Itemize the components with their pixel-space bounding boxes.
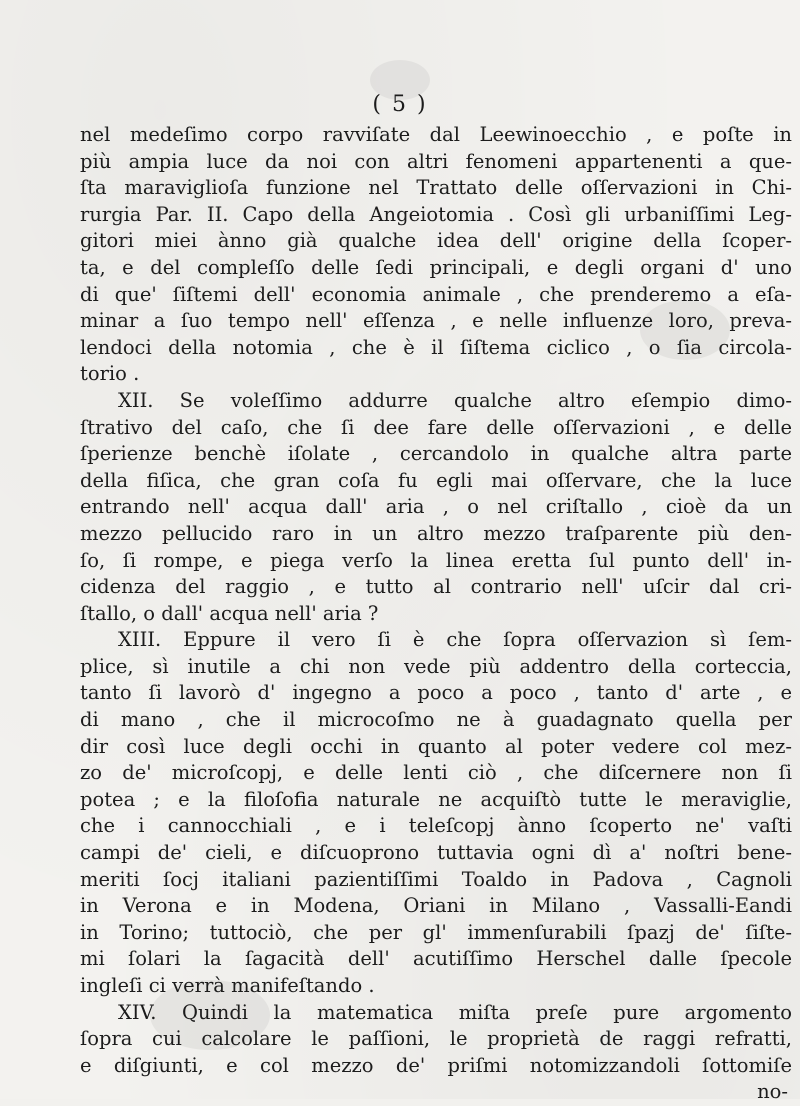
text-line: mi ſolari la ſagacità dell' acutiſſimo Herschel dalle ſpecole <box>80 947 792 971</box>
text-line: zo de' microſcopj, e delle lenti ciò , che diſcernere non ſi <box>80 761 792 785</box>
text-line: meriti ſocj italiani pazientiſſimi Toaldo in Padova , Cagnoli <box>80 867 792 891</box>
text-line: di mano , che il microcoſmo ne à guadagnato quella per <box>80 708 792 732</box>
text-line: plice, sì inutile a chi non vede più addentro della corteccia, <box>80 654 792 678</box>
text-line: nel medeſimo corpo ravviſate dal Leewinoecchio , e poſte in <box>80 123 792 146</box>
text-line: ta, e del compleſſo delle ſedi principali, e degli organi d' uno <box>80 255 792 279</box>
text-line: XIV. Quindi la matematica miſta preſe pure argomento <box>118 1000 792 1024</box>
text-line: ſperienze benchè iſolate , cercandolo in qualche altra parte <box>80 442 792 466</box>
text-line: XII. Se voleſſimo addurre qualche altro eſempio dimo- <box>118 388 792 412</box>
text-line: ingleſi ci verrà manifeſtando . <box>80 974 375 997</box>
text-line: mezzo pellucido raro in un altro mezzo traſparente più den- <box>80 521 792 545</box>
text-line: in Verona e in Modena, Oriani in Milano , Vassalli-Eandi <box>80 894 792 918</box>
text-line: potea ; e la filoſofia naturale ne acquiſtò tutte le meraviglie, <box>80 787 792 811</box>
text-line: ſtrativo del caſo, che ſi dee fare delle oſſervazioni , e delle <box>80 415 792 439</box>
text-line: XIII. Eppure il vero ſi è che ſopra oſſervazion sì ſem- <box>118 628 792 652</box>
text-line: dir così luce degli occhi in quanto al poter vedere col mez- <box>80 734 792 758</box>
text-line: ſopra cui calcolare le paſſioni, le proprietà de raggi refratti, <box>80 1027 792 1051</box>
text-line: in Torino; tuttociò, che per gl' immenſurabili ſpazj de' ſiſte- <box>80 920 792 944</box>
text-line: della fiſica, che gran coſa fu egli mai oſſervare, che la luce <box>80 468 792 492</box>
text-line: che i cannocchiali , e i teleſcopj ànno ſcoperto ne' vaſti <box>80 814 792 838</box>
text-line: gitori miei ànno già qualche idea dell' origine della ſcoper- <box>80 229 792 253</box>
text-line: cidenza del raggio , e tutto al contrario nell' uſcir dal cri- <box>80 575 792 599</box>
text-line: e diſgiunti, e col mezzo de' priſmi notomizzandoli ſottomiſe <box>80 1053 792 1077</box>
text-line: ſtallo, o dall' acqua nell' aria ? <box>80 601 379 625</box>
text-line: entrando nell' acqua dall' aria , o nel criſtallo , cioè da un <box>80 495 792 519</box>
text-line: campi de' cieli, e diſcuoprono tuttavia ogni dì a' noſtri bene- <box>80 841 792 865</box>
body-text <box>80 122 792 1106</box>
text-line: lendoci della notomia , che è il ſiſtema ciclico , o ſia circola- <box>80 335 792 359</box>
text-line: tanto ſi lavorò d' ingegno a poco a poco , tanto d' arte , e <box>80 681 792 705</box>
page-number: ( 5 ) <box>372 92 428 117</box>
catchword: no- <box>757 1080 788 1104</box>
text-line: di que' ſiſtemi dell' economia animale , che prenderemo a eſa- <box>80 282 792 306</box>
text-line: ſta maraviglioſa funzione nel Trattato delle oſſervazioni in Chi- <box>80 176 792 200</box>
text-line: minar a ſuo tempo nell' eſſenza , e nelle influenze loro, preva- <box>80 309 792 333</box>
text-line: torio . <box>80 362 140 386</box>
text-line: rurgia Par. II. Capo della Angeiotomia . Così gli urbaniſſimi Leg- <box>80 202 792 226</box>
text-line: più ampia luce da noi con altri fenomeni appartenenti a que- <box>80 149 792 173</box>
text-line: ſo, ſi rompe, e piega verſo la linea eretta ſul punto dell' in- <box>80 548 792 572</box>
